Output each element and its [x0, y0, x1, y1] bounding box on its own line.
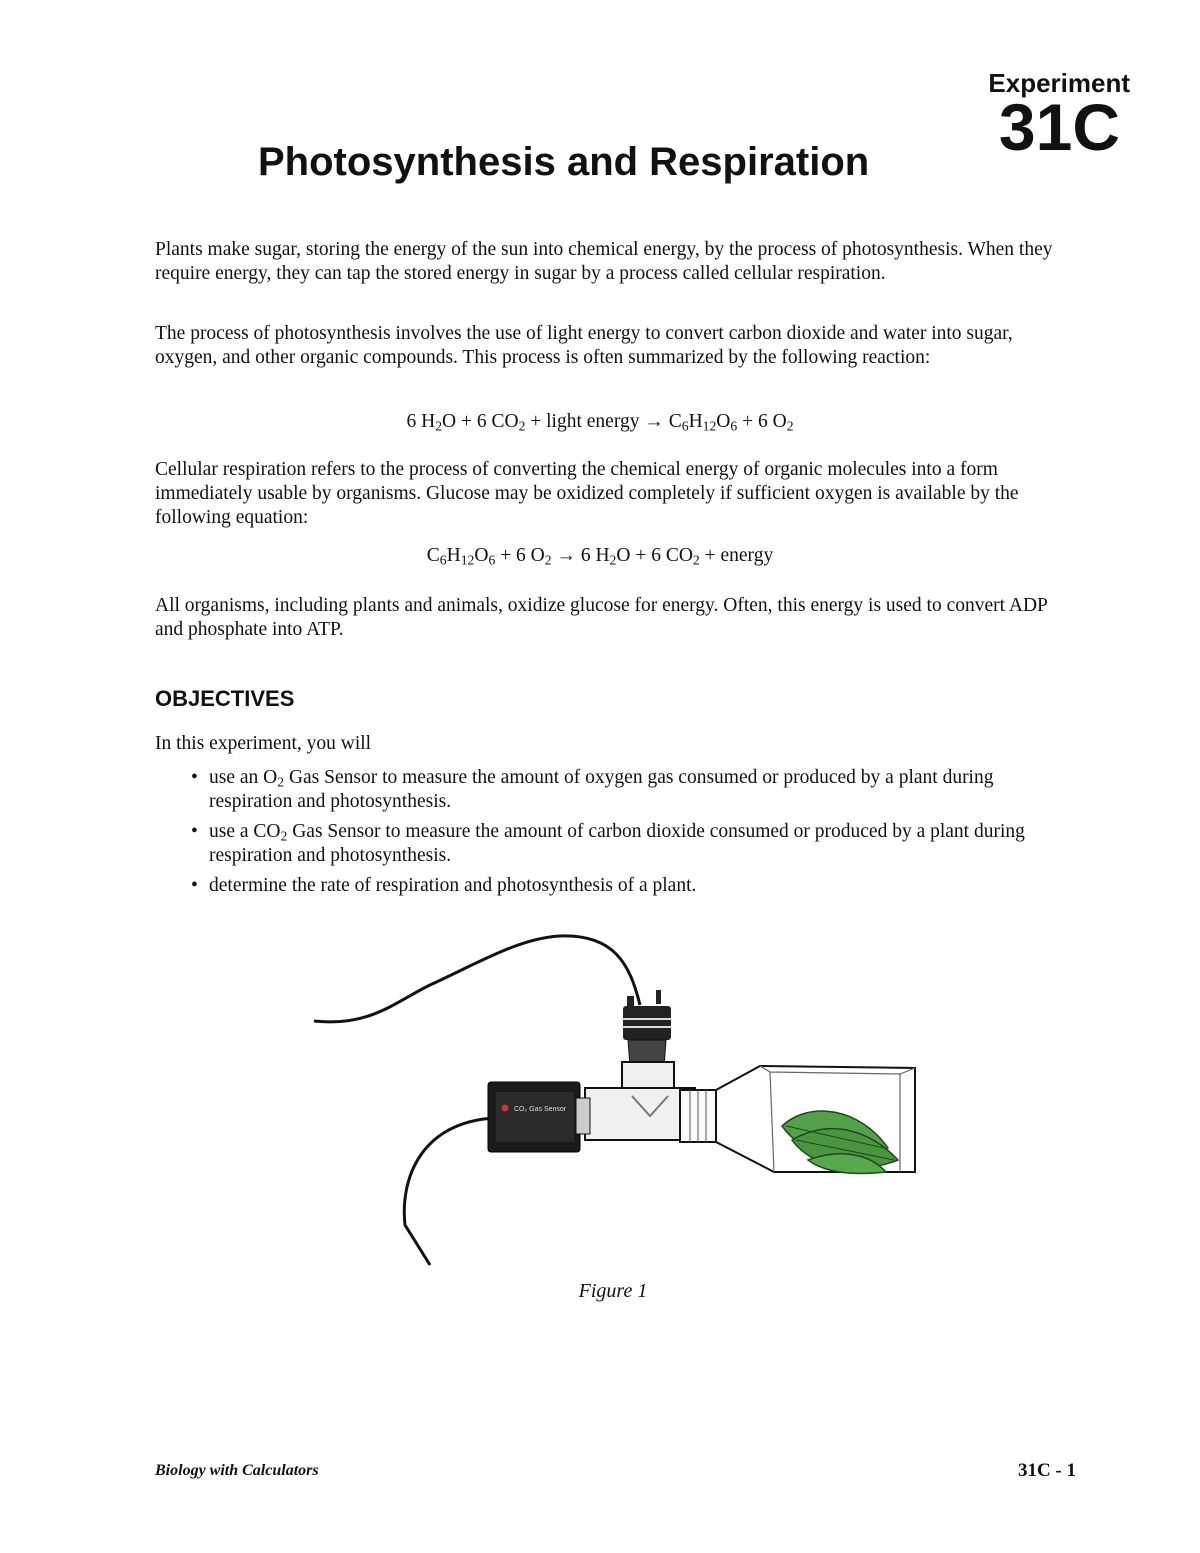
experiment-number: 31C [998, 90, 1120, 164]
intro-paragraph-1: Plants make sugar, storing the energy of the sun into chemical energy, by the process of photosynthesis. When they require energy, they can tap the stored energy in sugar by a process called cellular respiration. [155, 239, 1053, 284]
footer-page-number: 31C - 1 [1017, 1460, 1076, 1481]
intro-paragraph-2: The process of photosynthesis involves the use of light energy to convert carbon dioxide and water into sugar, oxygen, and other organic compounds. This process is often summarized by the following reaction: [155, 323, 1013, 368]
objectives-heading: OBJECTIVES [155, 686, 295, 711]
photosynthesis-equation: 6 $H_2O + 6$ $CO_2$ + light energy → $C_6H_{12}O_6 + 6$ $O_2$ [406, 411, 794, 434]
objective-item: • determine the rate of respiration and photosynthesis of a plant. [155, 874, 1075, 898]
sensor-label: CO₂ Gas Sensor [514, 1106, 567, 1113]
sensor-tab [576, 1098, 590, 1134]
sensor-cable-lower [404, 1118, 495, 1265]
sensor-plug-pin [656, 990, 661, 1004]
sensor-cable-upper [314, 936, 640, 1022]
intro-paragraph-4: All organisms, including plants and animals, oxidize glucose for energy. Often, this energy is used to convert ADP and phosphate into ATP. [155, 595, 1048, 640]
objectives-intro: In this experiment, you will [155, 733, 372, 754]
sensor-collar [623, 1006, 671, 1040]
footer-book-title: Biology with Calculators [155, 1462, 319, 1479]
figure-caption: Figure 1 [578, 1280, 648, 1302]
objective-item: • use an $O_2$ Gas Sensor to measure the amount of oxygen gas consumed or produced by a plant during respiration and photosynthesis. [155, 766, 1075, 814]
sensor-face [496, 1092, 574, 1142]
intro-paragraph-3: Cellular respiration refers to the process of converting the chemical energy of organic molecules into a form immediately usable by organisms. Glucose may be oxidized completely if sufficient oxygen is available by the following equation: [155, 459, 1019, 528]
page-title: Photosynthesis and Respiration [258, 140, 870, 184]
respiration-equation: $C_6H_{12}O_6 + 6$ $O_2 \to 6$ $H_2O + 6$ $CO_2$ + energy [426, 545, 774, 568]
objective-item: • use a $CO_2$ Gas Sensor to measure the amount of carbon dioxide consumed or produced by a plant during respiration and photosynthesis. [155, 820, 1075, 868]
sensor-led [502, 1105, 509, 1112]
experiment-label: Experiment [988, 68, 1130, 98]
tee-connector-horizontal [585, 1088, 695, 1140]
